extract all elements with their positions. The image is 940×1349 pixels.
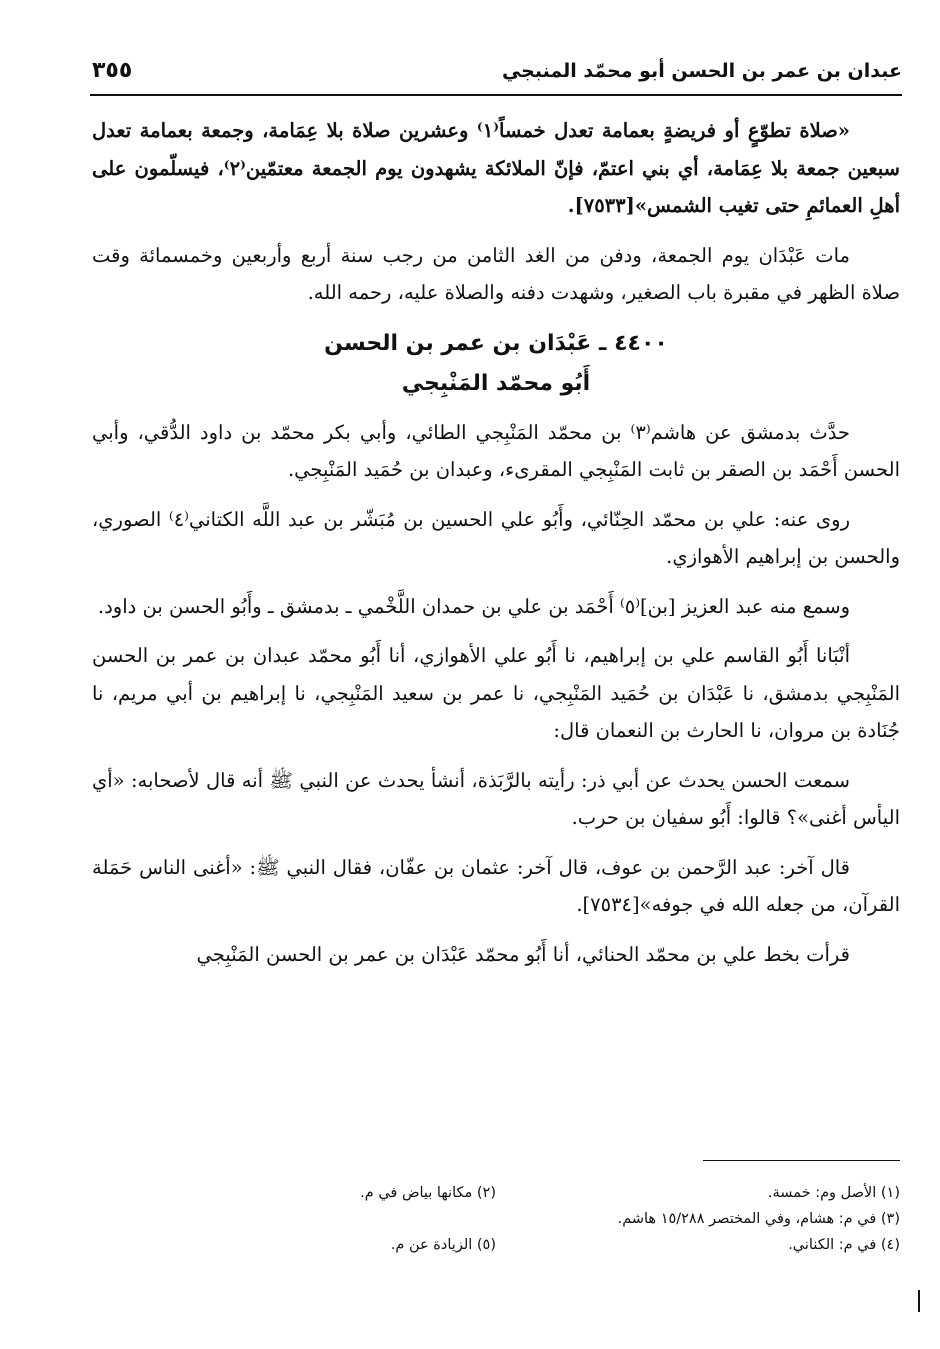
running-title: عبدان بن عمر بن الحسن أبو محمّد المنبجي <box>501 60 902 82</box>
narration-paragraph: حدَّث بدمشق عن هاشم⁽٣⁾ بن محمّد المَنْبِجي الطائي، وأبي بكر محمّد بن داود الدُّقي، وأبي الحسن أَحْمَد بن الصقر بن ثابت المَنْبِجي المقرىء، وعبدان بن حُمَيد المَنْبِجي. <box>92 420 900 481</box>
margin-mark <box>918 1290 920 1312</box>
footnotes <box>92 1180 900 1258</box>
page-header <box>90 52 902 96</box>
footnote-5: (٥) الزيادة عن م. <box>390 1237 496 1253</box>
listeners-paragraph: وسمع منه عبد العزيز [بن]⁽٥⁾ أَحْمَد بن علي بن حمدان اللَّخْمي ـ بدمشق ـ وأَبُو الحسن بن داود. <box>97 594 850 618</box>
hadith-continuation-paragraph: قال آخر: عبد الرَّحمن بن عوف، قال آخر: عثمان بن عفّان، فقال النبي ﷺ: «أغنى الناس حَمَلة القرآن، من جعله الله في جوفه»[٧٥٣٤]. <box>92 855 900 916</box>
final-paragraph: قرأت بخط علي بن محمّد الحنائي، أنا أَبُو محمّد عَبْدَان بن عمر بن الحسن المَنْبِجي <box>196 942 850 966</box>
footnote-row <box>92 1180 900 1206</box>
footnote-2: (٢) مكانها بياض في م. <box>360 1185 496 1201</box>
narrators-paragraph: روى عنه: علي بن محمّد الحِنّائي، وأَبُو علي الحسين بن مُبَشّر بن عبد اللَّه الكتاني⁽٤⁾ الصوري، والحسن بن إبراهيم الأهوازي. <box>92 507 900 568</box>
entry-title-line-2: أَبُو محمّد المَنْبِجي <box>401 370 591 396</box>
isnad-paragraph: أنْبَانا أَبُو القاسم علي بن إبراهيم، نا أَبُو علي الأهوازي، أنا أَبُو محمّد عبدان بن عمر بن الحسن المَنْبِجي بدمشق، نا عَبْدَان بن حُمَيد المَنْبِجي، نا عمر بن سعيد المَنْبِجي، نا إبراهيم بن أبي مريم، نا جُنَادة بن مروان، نا الحارث بن النعمان قال: <box>92 644 900 742</box>
hadith-text-paragraph: سمعت الحسن يحدث عن أبي ذر: رأيته بالرَّبَذة، أنشأ يحدث عن النبي ﷺ أنه قال لأصحابه: «أي اليأس أغنى»؟ قالوا: أَبُو سفيان بن حرب. <box>92 768 900 829</box>
death-paragraph: مات عَبْدَان يوم الجمعة، ودفن من الغد الثامن من رجب سنة أربع وأربعين وخمسمائة وقت صلاة الظهر في مقبرة باب الصغير، وشهدت دفنه والصلاة عليه، رحمه الله. <box>92 243 900 304</box>
entry-title-line-1: ٤٤٠٠ ـ عَبْدَان بن عمر بن الحسن <box>324 330 668 356</box>
footnote-separator <box>703 1160 900 1161</box>
main-text <box>92 112 900 985</box>
page-number: ٣٥٥ <box>92 58 133 83</box>
footnote-row <box>92 1232 900 1258</box>
hadith-paragraph: «صلاة تطوّعٍ أو فريضةٍ بعمامة تعدل خمساً⁽١⁾ وعشرين صلاة بلا عِمَامة، وجمعة بعمامة تعدل سبعين جمعة بلا عِمَامة، أي بني اعتمّ، فإنّ الملائكة يشهدون يوم الجمعة معتمّين⁽٢⁾، فيسلّمون على أهلِ العمائمِ حتى تغيب الشمس»[٧٥٣٣]. <box>92 119 901 217</box>
footnote-4: (٤) في م: الكناني. <box>788 1237 900 1253</box>
footnote-3: (٣) في م: هشام، وفي المختصر ١٥/٢٨٨ هاشم. <box>617 1211 900 1227</box>
footnote-1: (١) الأصل وم: خمسة. <box>767 1185 900 1201</box>
entry-heading <box>92 324 900 404</box>
